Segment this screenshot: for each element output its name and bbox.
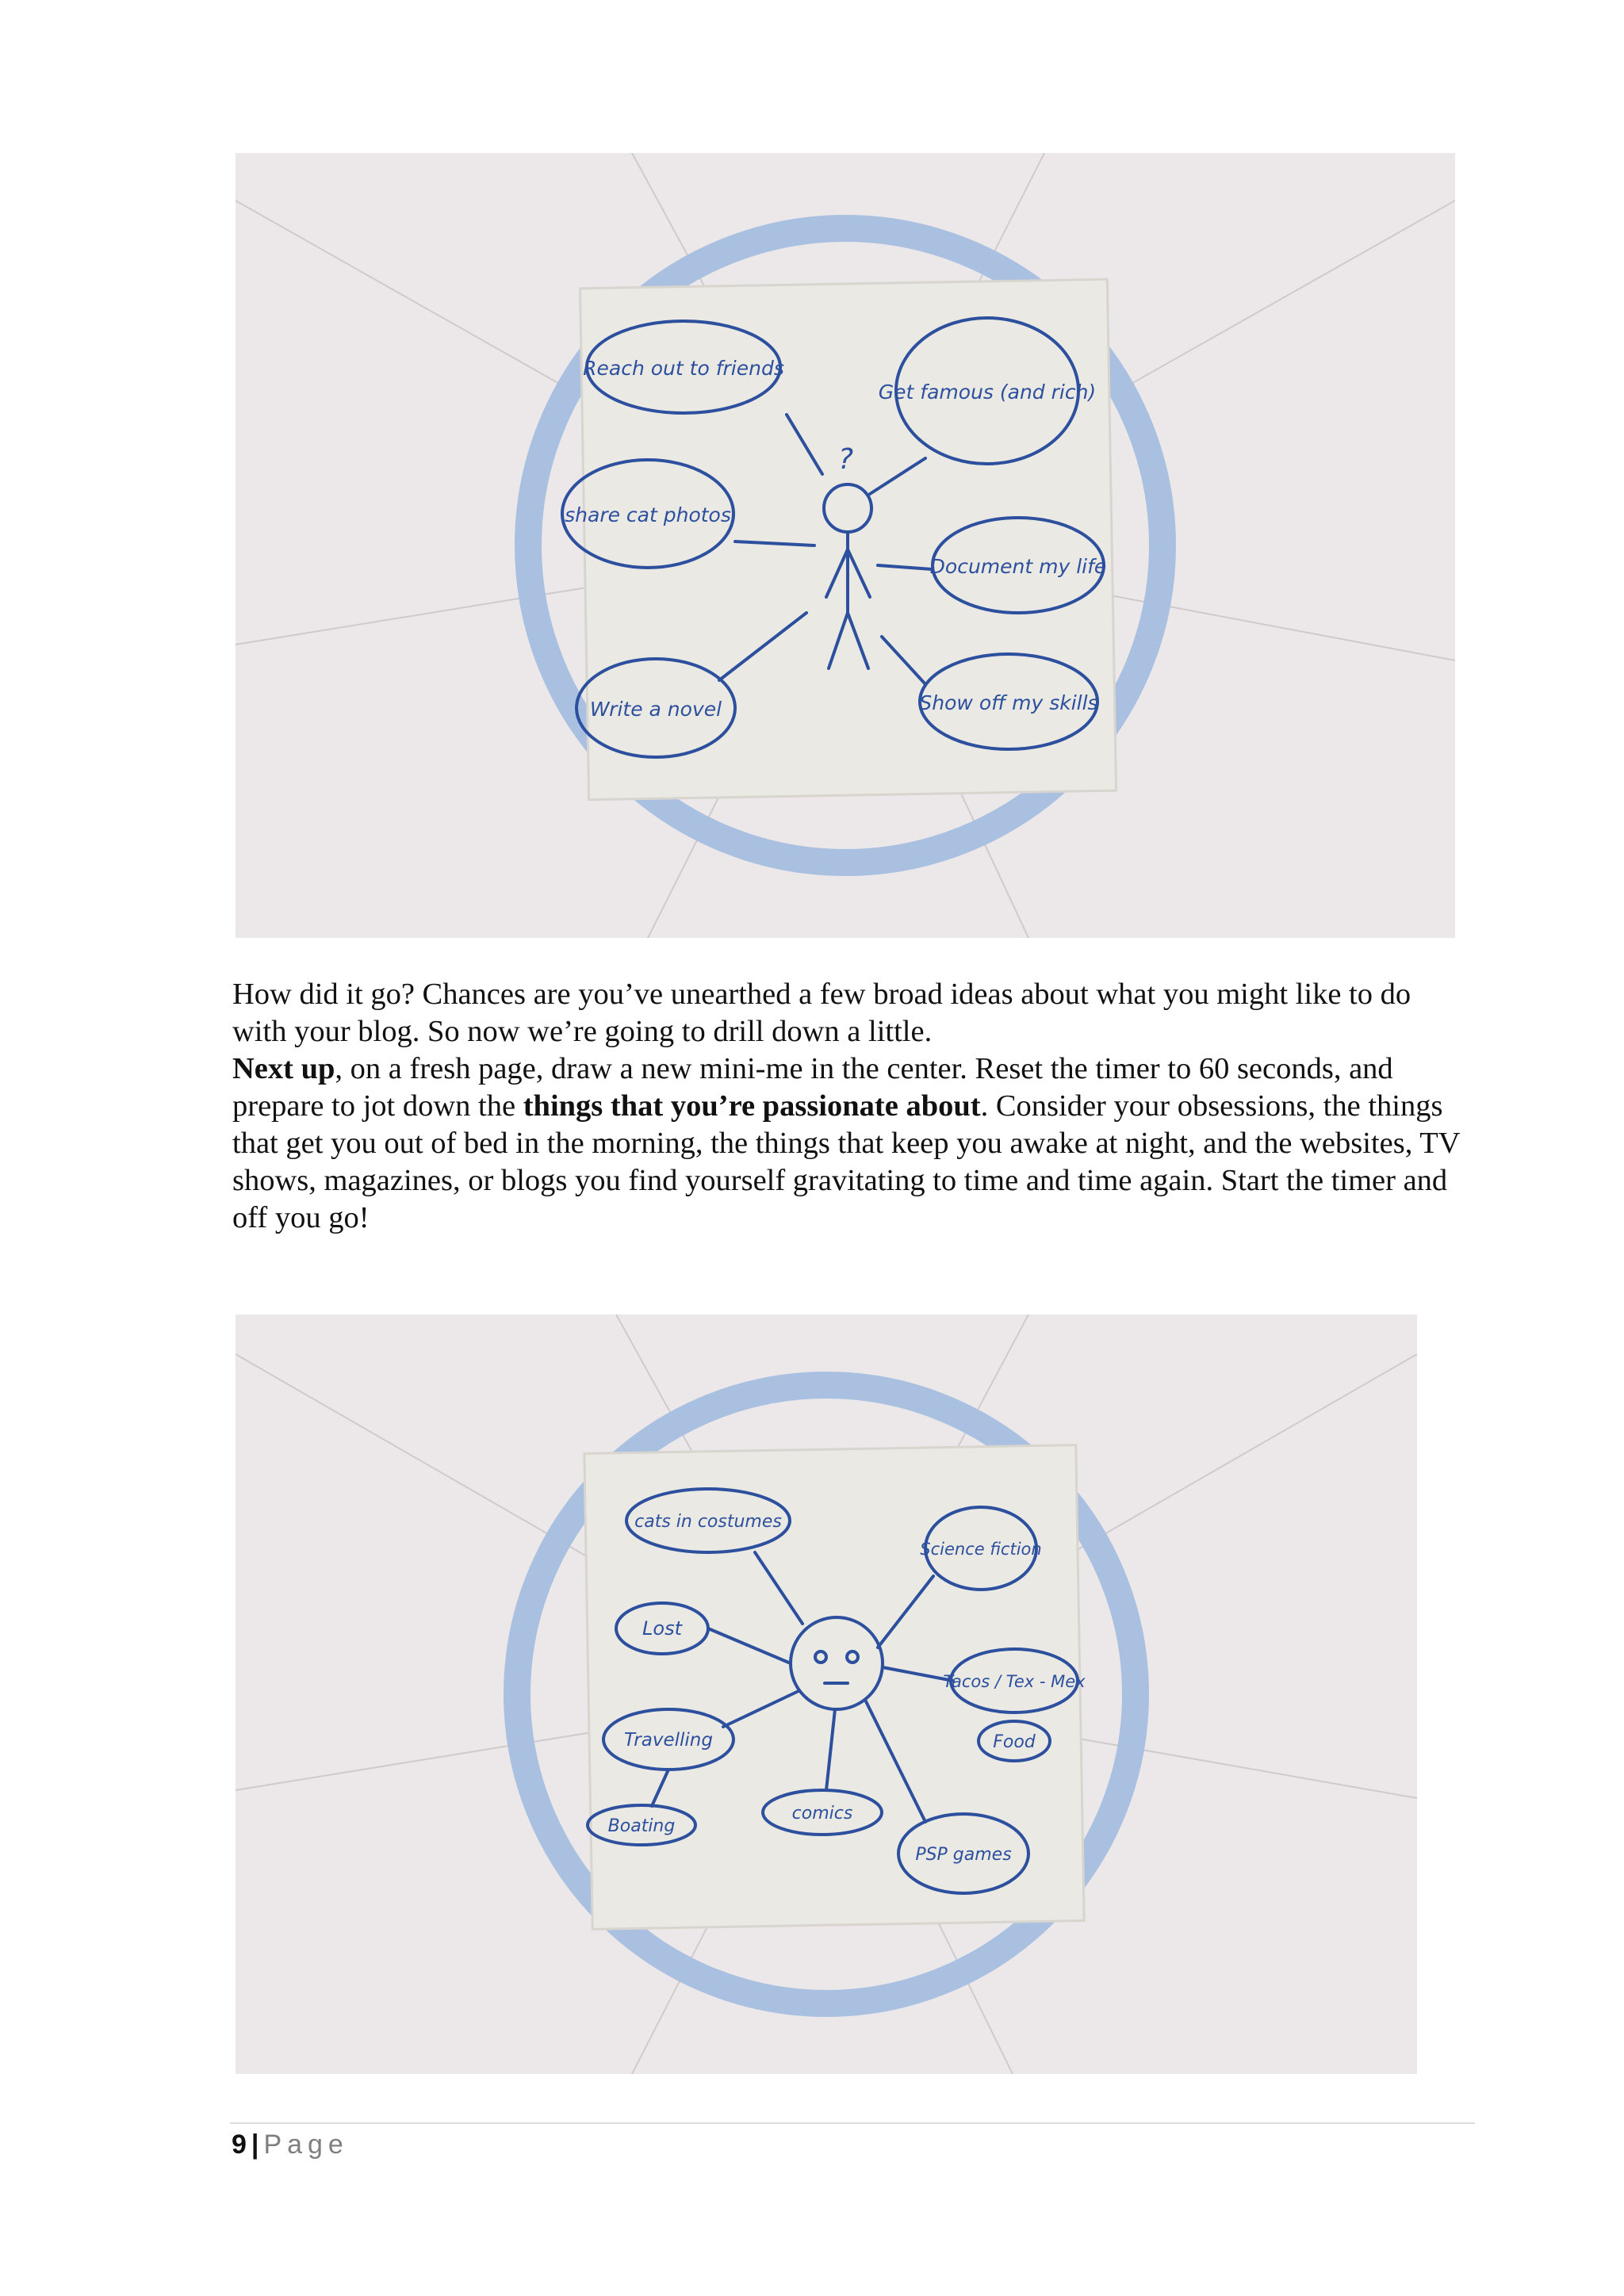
napkin-mindmap-image-2	[236, 1314, 1417, 2074]
bubble-comics: comics	[791, 1804, 853, 1823]
paragraph-next-up-text-2: . Consider your obsessions, the things that get you out of bed in the morning, the things that keep you awake at night, and the websites, TV shows, magazines, or blogs you find yourself gravitating to time and time again. Start the timer and off you go!	[232, 1089, 1460, 1234]
bubble-get-famous: Get famous (and rich)	[878, 381, 1097, 404]
passion-phrase: things that you’re passionate about	[523, 1089, 981, 1123]
bubble-science-fiction: Science fiction	[920, 1540, 1042, 1559]
next-up-label: Next up	[232, 1052, 335, 1085]
bubble-psp-games: PSP games	[915, 1845, 1012, 1865]
bubble-travelling: Travelling	[624, 1730, 713, 1751]
paragraph-results: How did it go? Chances are you’ve unearthed a few broad ideas about what you might like to do with your blog. So now we’re going to drill down a little.	[232, 978, 1411, 1048]
bubble-document-life: Document my life	[929, 555, 1107, 578]
bubble-lost: Lost	[642, 1617, 682, 1640]
bubble-cats-in-costumes: cats in costumes	[634, 1512, 782, 1532]
bubble-write-novel: Write a novel	[589, 698, 722, 721]
page-number: 9	[232, 2130, 247, 2160]
footer-divider	[230, 2122, 1475, 2124]
head-mark: ?	[838, 443, 854, 476]
page-label: Page	[263, 2130, 349, 2160]
paragraph-next-up-text-1: , on a fresh page, draw a new mini-me in the center. Reset the timer to 60 seconds, and prepare to jot down the	[232, 1052, 1393, 1123]
bubble-food: Food	[993, 1732, 1036, 1752]
bubble-share-cat-photos: share cat photos	[565, 503, 731, 526]
bubble-reach-out: Reach out to friends	[583, 357, 784, 380]
napkin-mindmap-image-1	[236, 153, 1455, 938]
paragraph-next-up	[232, 1050, 1469, 1237]
bubble-tacos-tex-mex: Tacos / Tex - Mex	[943, 1672, 1086, 1691]
bubble-show-off-skills: Show off my skills	[919, 691, 1098, 714]
page-footer	[232, 2130, 349, 2160]
bubble-boating: Boating	[607, 1816, 676, 1836]
footer-separator: |	[251, 2130, 259, 2160]
